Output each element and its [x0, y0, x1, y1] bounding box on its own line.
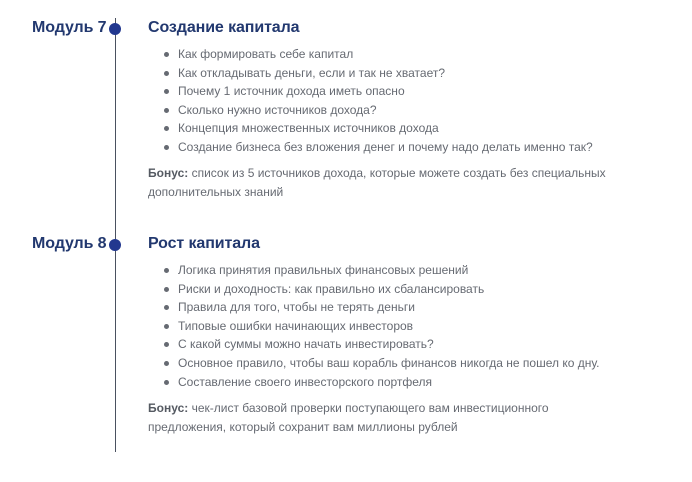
bullet-icon [164, 305, 169, 310]
bullet-icon [164, 89, 169, 94]
bullet-icon [164, 108, 169, 113]
lesson-item: Составление своего инвесторского портфеля [162, 373, 600, 392]
lesson-list [162, 45, 593, 157]
lesson-item: Логика принятия правильных финансовых решений [162, 261, 600, 280]
lesson-list [162, 261, 600, 391]
bullet-icon [164, 324, 169, 329]
bonus-label: Бонус: [148, 166, 189, 180]
bullet-icon [164, 71, 169, 76]
lesson-item: Почему 1 источник дохода иметь опасно [162, 82, 593, 101]
lesson-item: С какой суммы можно начать инвестировать? [162, 335, 600, 354]
module-label: Модуль 7 [32, 19, 107, 36]
bullet-icon [164, 380, 169, 385]
lesson-item: Типовые ошибки начинающих инвесторов [162, 317, 600, 336]
bonus-label: Бонус: [148, 401, 189, 415]
lesson-item: Правила для того, чтобы не терять деньги [162, 298, 600, 317]
bullet-icon [164, 342, 169, 347]
timeline-dot [109, 23, 121, 35]
bullet-icon [164, 287, 169, 292]
bonus-note [148, 164, 618, 202]
lesson-item: Создание бизнеса без вложения денег и почему надо делать именно так? [162, 138, 593, 157]
bullet-icon [164, 145, 169, 150]
bullet-icon [164, 126, 169, 131]
bonus-text: список из 5 источников дохода, которые можете создать без специальных дополнительных знаний [148, 166, 606, 199]
lesson-item: Концепция множественных источников дохода [162, 119, 593, 138]
timeline-dot [109, 239, 121, 251]
module-title: Рост капитала [148, 235, 260, 252]
lesson-item: Сколько нужно источников дохода? [162, 101, 593, 120]
bonus-text: чек-лист базовой проверки поступающего вам инвестиционного предложения, который сохранит вам миллионы рублей [148, 401, 549, 434]
bullet-icon [164, 52, 169, 57]
bullet-icon [164, 268, 169, 273]
bullet-icon [164, 361, 169, 366]
module-label: Модуль 8 [32, 235, 107, 252]
lesson-item: Риски и доходность: как правильно их сбалансировать [162, 280, 600, 299]
lesson-item: Основное правило, чтобы ваш корабль финансов никогда не пошел ко дну. [162, 354, 600, 373]
lesson-item: Как откладывать деньги, если и так не хватает? [162, 64, 593, 83]
bonus-note [148, 399, 618, 437]
module-title: Создание капитала [148, 19, 300, 36]
timeline-line [115, 18, 116, 452]
lesson-item: Как формировать себе капитал [162, 45, 593, 64]
